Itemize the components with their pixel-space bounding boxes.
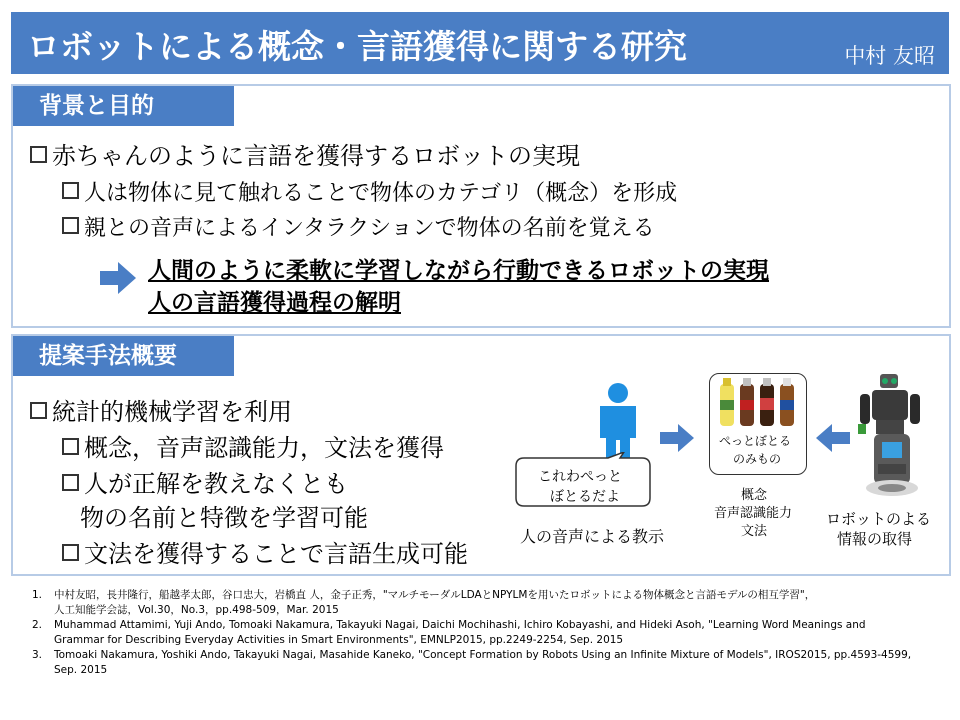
conclusion-line: 人間のように柔軟に学習しながら行動できるロボットの実現 — [148, 258, 769, 284]
title-bar — [11, 12, 949, 74]
background-sub-bullet: 人は物体に見て触れることで物体のカテゴリ（概念）を形成 — [62, 176, 677, 207]
proposal-sub-bullet: 概念，音声認識能力，文法を獲得 — [62, 428, 444, 463]
reference-item: 2. Muhammad Attamimi, Yuji Ando, Tomoaki Nakamura, Takayuki Nagai, Daichi Mochihashi, Ichiro Kobayashi, and Hideki Asoh, "Learning Word Meanings and Grammar for Describing Everyday Activities in Smart Environments", EMNLP2015, pp.2249-2254, Sep. 2015 — [32, 619, 866, 646]
conclusion-line: 人の言語獲得過程の解明 — [148, 290, 401, 316]
concept-label: 文法 — [741, 524, 768, 539]
slide-title: ロボットによる概念・言語獲得に関する研究 — [27, 27, 687, 66]
person-icon — [592, 382, 644, 462]
concept-label: 音声認識能力 — [714, 506, 793, 521]
proposal-sub-bullet: 人が正解を教えなくとも — [62, 464, 348, 499]
reference-item: 1. 中村友昭，長井隆行，船越孝太郎，谷口忠大，岩橋直 人，金子正秀，"マルチモーダルLDAとNPYLMを用いたロボットによる物体概念と言語モデルの相互学習"， 人工知能学会誌，Vol.30，No.3，pp.498-509，Mar. 2015 — [32, 589, 816, 616]
background-main-bullet: 赤ちゃんのように言語を獲得するロボットの実現 — [30, 136, 580, 171]
right-arrow-icon — [100, 262, 136, 294]
checkbox-square-icon — [30, 402, 47, 419]
concept-label: 概念 — [741, 488, 768, 503]
speech-bubble-line: ぼとるだよ — [550, 489, 620, 505]
checkbox-square-icon — [62, 217, 79, 234]
proposal-heading: 提案手法概要 — [13, 336, 234, 376]
author-name: 中村 友昭 — [844, 44, 935, 68]
checkbox-square-icon — [62, 544, 79, 561]
robot-caption: ロボットのよる — [826, 510, 932, 528]
checkbox-square-icon — [30, 146, 47, 163]
checkbox-square-icon — [62, 438, 79, 455]
reference-item: 3. Tomoaki Nakamura, Yoshiki Ando, Takayuki Nagai, Masahide Kaneko, "Concept Formation by Robots Using an Infinite Mixture of Models", IROS2015, pp.4593-4599, Sep. 2015 — [32, 649, 912, 676]
bottles-icon — [716, 378, 800, 428]
proposal-sub-bullet-continuation: 物の名前と特徴を学習可能 — [80, 504, 368, 532]
references — [32, 588, 942, 678]
proposal-main-bullet: 統計的機械学習を利用 — [30, 392, 292, 427]
human-caption: 人の音声による教示 — [520, 527, 665, 546]
robot-icon — [858, 372, 924, 500]
bottles-label: ぺっとぼとる — [719, 434, 792, 448]
background-heading: 背景と目的 — [13, 86, 234, 126]
proposal-sub-bullet: 文法を獲得することで言語生成可能 — [62, 534, 468, 569]
robot-caption: 情報の取得 — [837, 530, 913, 548]
bottles-label: のみもの — [733, 452, 782, 466]
left-arrow-icon — [816, 424, 850, 452]
background-sub-bullet: 親との音声によるインタラクションで物体の名前を覚える — [62, 211, 655, 242]
right-arrow-icon — [660, 424, 694, 452]
checkbox-square-icon — [62, 474, 79, 491]
speech-bubble-line: これわぺっと — [538, 469, 622, 485]
checkbox-square-icon — [62, 182, 79, 199]
